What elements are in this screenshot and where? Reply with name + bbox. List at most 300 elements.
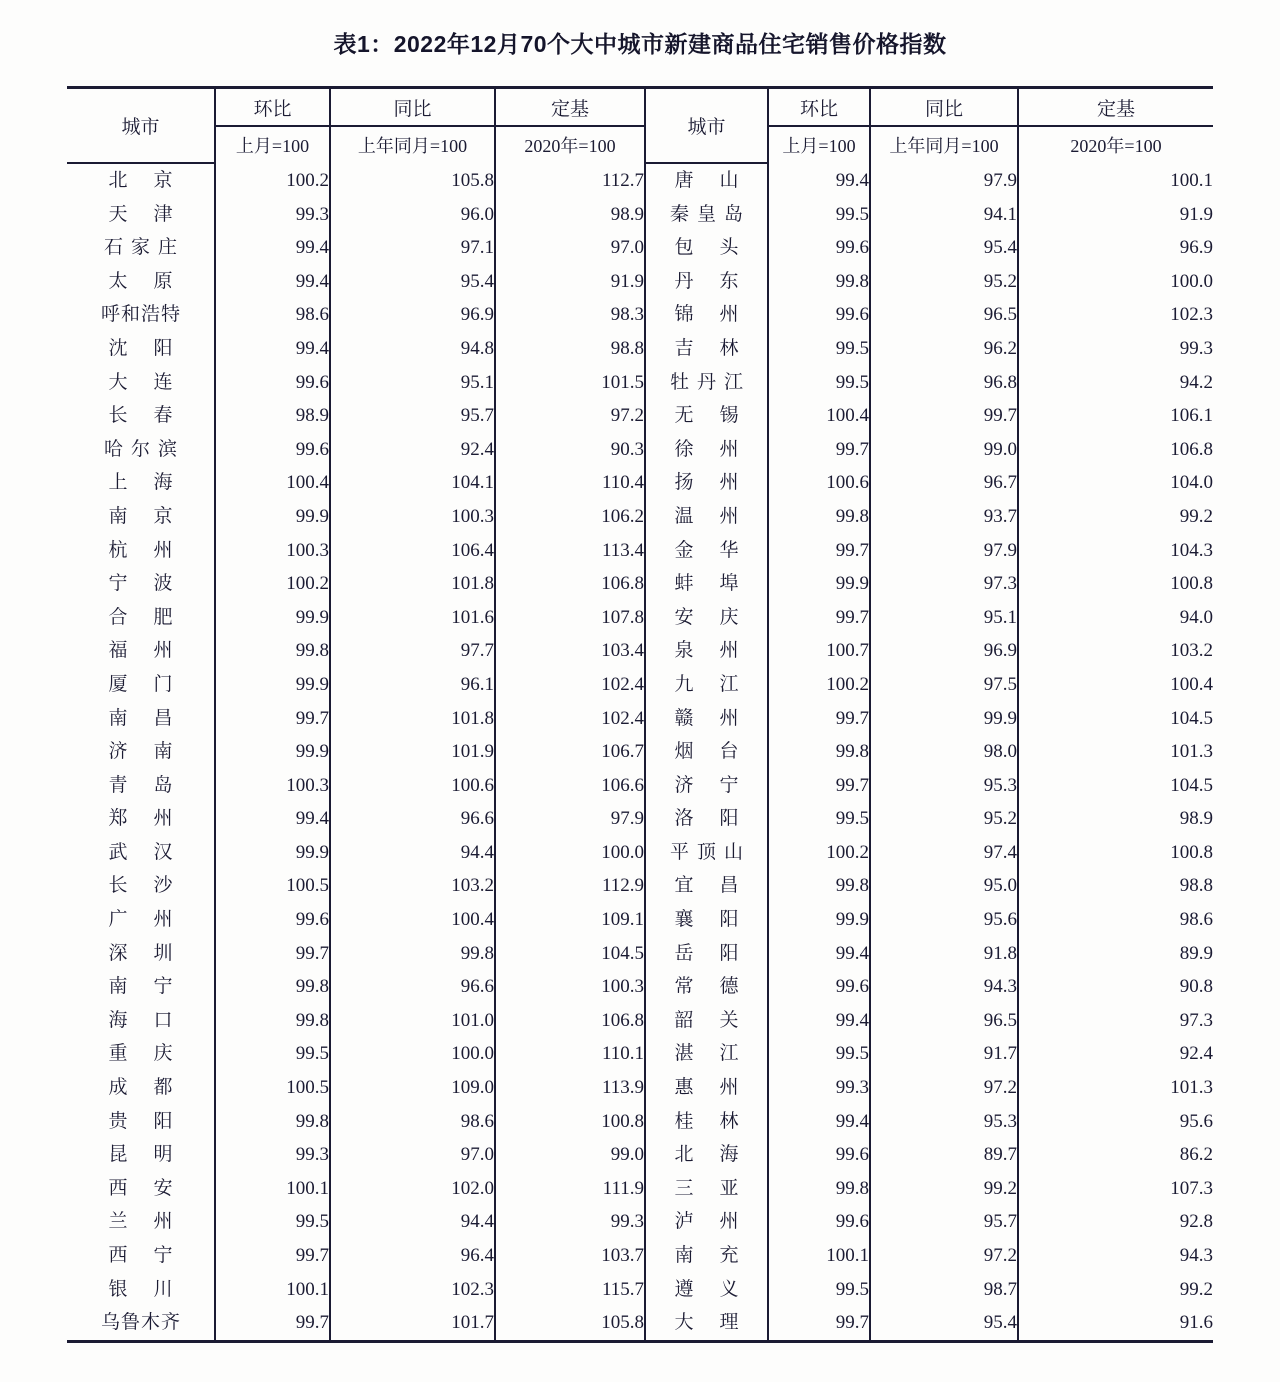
city-name-left: 沈阳	[108, 337, 199, 359]
value-mom-right: 100.2	[768, 668, 870, 702]
value-mom-left: 99.3	[215, 198, 330, 232]
table-row	[67, 1205, 1213, 1239]
value-base-left: 106.7	[495, 735, 645, 769]
value-base-right: 102.3	[1018, 298, 1213, 332]
value-yoy-left: 104.1	[330, 466, 495, 500]
table-bottom-border	[67, 1340, 1213, 1343]
city-name-left: 杭州	[108, 539, 199, 561]
value-base-right: 104.5	[1018, 702, 1213, 736]
city-name-left: 武汉	[108, 841, 199, 863]
value-base-right: 98.6	[1018, 903, 1213, 937]
value-mom-right: 99.7	[768, 534, 870, 568]
value-yoy-left: 102.3	[330, 1273, 495, 1307]
value-yoy-right: 95.7	[870, 1205, 1018, 1239]
city-name-right: 襄阳	[645, 903, 768, 937]
city-name-right: 济宁	[645, 769, 768, 803]
table-row	[67, 534, 1213, 568]
value-mom-right: 99.8	[768, 265, 870, 299]
city-name-left: 郑州	[108, 808, 199, 830]
value-mom-left: 99.5	[215, 1205, 330, 1239]
city-name-right: 常德	[645, 970, 768, 1004]
table-row	[67, 1037, 1213, 1071]
city-name-right: 洛阳	[645, 802, 768, 836]
city-name-left: 济南	[108, 741, 199, 763]
city-name-left: 广州	[108, 909, 199, 931]
value-yoy-right: 96.8	[870, 366, 1018, 400]
value-mom-right: 99.7	[768, 433, 870, 467]
table-row	[67, 332, 1213, 366]
city-name-right: 宜昌	[645, 869, 768, 903]
value-yoy-left: 98.6	[330, 1105, 495, 1139]
value-mom-right: 99.5	[768, 332, 870, 366]
value-yoy-right: 96.9	[870, 634, 1018, 668]
city-name-right: 唐山	[645, 163, 768, 198]
header-yoy-left: 同比	[330, 89, 495, 126]
city-name-right: 南充	[645, 1239, 768, 1273]
value-yoy-left: 101.9	[330, 735, 495, 769]
value-base-left: 106.8	[495, 567, 645, 601]
value-base-right: 90.8	[1018, 970, 1213, 1004]
value-mom-left: 100.3	[215, 769, 330, 803]
table-row	[67, 298, 1213, 332]
value-mom-left: 100.1	[215, 1172, 330, 1206]
value-base-left: 113.9	[495, 1071, 645, 1105]
table-row	[67, 163, 1213, 198]
value-yoy-left: 103.2	[330, 869, 495, 903]
value-mom-right: 99.6	[768, 1205, 870, 1239]
value-base-left: 102.4	[495, 668, 645, 702]
value-base-right: 99.3	[1018, 332, 1213, 366]
value-mom-right: 99.8	[768, 735, 870, 769]
value-yoy-right: 98.7	[870, 1273, 1018, 1307]
price-index-table-container	[67, 86, 1213, 1343]
value-mom-left: 100.3	[215, 534, 330, 568]
value-yoy-left: 96.6	[330, 970, 495, 1004]
value-yoy-left: 95.4	[330, 265, 495, 299]
value-base-left: 104.5	[495, 937, 645, 971]
header-yoy-basis-left: 上年同月=100	[330, 126, 495, 163]
table-row	[67, 769, 1213, 803]
city-name-left: 合肥	[108, 606, 199, 628]
value-mom-left: 99.7	[215, 1239, 330, 1273]
city-name-left: 青岛	[108, 774, 199, 796]
city-name-left: 长春	[108, 405, 199, 427]
value-mom-right: 99.4	[768, 1004, 870, 1038]
city-name-left: 南宁	[108, 976, 199, 998]
value-base-right: 106.1	[1018, 399, 1213, 433]
city-name-right: 泉州	[645, 634, 768, 668]
table-row	[67, 198, 1213, 232]
value-mom-left: 99.8	[215, 1004, 330, 1038]
city-name-left: 大连	[108, 371, 199, 393]
city-name-left: 厦门	[108, 673, 199, 695]
value-mom-left: 99.4	[215, 332, 330, 366]
value-base-right: 97.3	[1018, 1004, 1213, 1038]
value-yoy-left: 101.7	[330, 1306, 495, 1340]
table-row	[67, 735, 1213, 769]
value-yoy-left: 94.8	[330, 332, 495, 366]
value-base-right: 94.3	[1018, 1239, 1213, 1273]
city-name-right: 秦皇岛	[645, 198, 768, 232]
value-yoy-right: 99.9	[870, 702, 1018, 736]
value-mom-right: 99.6	[768, 970, 870, 1004]
value-mom-left: 99.4	[215, 802, 330, 836]
value-yoy-right: 96.2	[870, 332, 1018, 366]
table-row	[67, 1004, 1213, 1038]
value-mom-right: 100.2	[768, 836, 870, 870]
value-yoy-right: 95.4	[870, 1306, 1018, 1340]
table-row	[67, 903, 1213, 937]
value-base-left: 98.8	[495, 332, 645, 366]
city-name-left: 太原	[108, 270, 199, 292]
city-name-right: 赣州	[645, 702, 768, 736]
value-base-right: 91.9	[1018, 198, 1213, 232]
table-row	[67, 1138, 1213, 1172]
value-yoy-left: 95.1	[330, 366, 495, 400]
value-base-left: 110.4	[495, 466, 645, 500]
value-base-right: 103.2	[1018, 634, 1213, 668]
value-base-right: 98.8	[1018, 869, 1213, 903]
value-base-right: 94.2	[1018, 366, 1213, 400]
value-yoy-left: 100.3	[330, 500, 495, 534]
value-base-left: 90.3	[495, 433, 645, 467]
table-row	[67, 1306, 1213, 1340]
value-base-right: 100.0	[1018, 265, 1213, 299]
value-yoy-right: 93.7	[870, 500, 1018, 534]
value-yoy-left: 95.7	[330, 399, 495, 433]
value-base-right: 96.9	[1018, 231, 1213, 265]
value-mom-left: 99.7	[215, 702, 330, 736]
city-name-left: 贵阳	[108, 1110, 199, 1132]
value-yoy-right: 95.0	[870, 869, 1018, 903]
city-name-left: 南京	[108, 505, 199, 527]
city-name-right: 遵义	[645, 1273, 768, 1307]
table-row	[67, 634, 1213, 668]
value-base-left: 97.9	[495, 802, 645, 836]
header-base-left: 定基	[495, 89, 645, 126]
value-base-right: 104.5	[1018, 769, 1213, 803]
value-yoy-left: 97.0	[330, 1138, 495, 1172]
value-yoy-right: 97.9	[870, 163, 1018, 198]
value-base-right: 100.8	[1018, 836, 1213, 870]
city-name-right: 无锡	[645, 399, 768, 433]
city-name-left: 天津	[108, 203, 199, 225]
value-yoy-left: 92.4	[330, 433, 495, 467]
value-base-left: 105.8	[495, 1306, 645, 1340]
value-base-left: 106.6	[495, 769, 645, 803]
value-mom-right: 99.8	[768, 1172, 870, 1206]
value-base-left: 111.9	[495, 1172, 645, 1206]
value-yoy-left: 94.4	[330, 1205, 495, 1239]
value-mom-left: 100.4	[215, 466, 330, 500]
value-mom-right: 99.7	[768, 769, 870, 803]
value-mom-left: 99.5	[215, 1037, 330, 1071]
value-base-right: 99.2	[1018, 500, 1213, 534]
table-row	[67, 1273, 1213, 1307]
value-mom-left: 99.8	[215, 634, 330, 668]
value-mom-left: 99.7	[215, 937, 330, 971]
header-mom-basis-right: 上月=100	[768, 126, 870, 163]
value-yoy-right: 96.5	[870, 1004, 1018, 1038]
city-name-right: 温州	[645, 500, 768, 534]
header-row-bottom	[67, 126, 1213, 163]
city-name-left: 西宁	[108, 1245, 199, 1266]
value-mom-left: 99.9	[215, 668, 330, 702]
value-mom-left: 100.5	[215, 869, 330, 903]
value-yoy-right: 97.2	[870, 1071, 1018, 1105]
value-yoy-left: 99.8	[330, 937, 495, 971]
value-yoy-left: 96.0	[330, 198, 495, 232]
table-row	[67, 231, 1213, 265]
table-row	[67, 702, 1213, 736]
header-mom-right: 环比	[768, 89, 870, 126]
value-mom-left: 99.9	[215, 836, 330, 870]
value-yoy-right: 99.2	[870, 1172, 1018, 1206]
city-name-right: 泸州	[645, 1205, 768, 1239]
value-yoy-right: 96.7	[870, 466, 1018, 500]
city-name-right: 北海	[645, 1138, 768, 1172]
table-row	[67, 1239, 1213, 1273]
table-row	[67, 366, 1213, 400]
value-mom-left: 99.4	[215, 265, 330, 299]
table-row	[67, 802, 1213, 836]
value-base-right: 107.3	[1018, 1172, 1213, 1206]
value-mom-right: 100.6	[768, 466, 870, 500]
value-base-right: 104.0	[1018, 466, 1213, 500]
value-base-left: 102.4	[495, 702, 645, 736]
header-city-left: 城市	[67, 89, 215, 163]
value-mom-right: 100.4	[768, 399, 870, 433]
value-mom-right: 99.4	[768, 937, 870, 971]
value-mom-right: 99.7	[768, 1306, 870, 1340]
value-mom-left: 100.5	[215, 1071, 330, 1105]
city-name-right: 岳阳	[645, 937, 768, 971]
city-name-left: 宁波	[108, 573, 199, 595]
value-mom-right: 99.5	[768, 802, 870, 836]
value-base-left: 98.9	[495, 198, 645, 232]
table-row	[67, 265, 1213, 299]
value-mom-right: 99.4	[768, 163, 870, 198]
city-name-right: 大理	[645, 1306, 768, 1340]
city-name-left: 北京	[108, 170, 199, 191]
value-yoy-right: 99.7	[870, 399, 1018, 433]
value-mom-right: 100.7	[768, 634, 870, 668]
value-base-left: 110.1	[495, 1037, 645, 1071]
value-yoy-right: 94.3	[870, 970, 1018, 1004]
city-name-right: 牡丹江	[645, 366, 768, 400]
value-mom-left: 99.8	[215, 970, 330, 1004]
value-base-right: 101.3	[1018, 1071, 1213, 1105]
value-base-right: 100.8	[1018, 567, 1213, 601]
value-base-left: 103.7	[495, 1239, 645, 1273]
value-yoy-right: 97.9	[870, 534, 1018, 568]
value-base-right: 99.2	[1018, 1273, 1213, 1307]
value-base-left: 112.9	[495, 869, 645, 903]
value-yoy-right: 97.5	[870, 668, 1018, 702]
city-name-left: 哈尔滨	[103, 438, 185, 460]
table-row	[67, 937, 1213, 971]
value-yoy-right: 95.4	[870, 231, 1018, 265]
header-base-right: 定基	[1018, 89, 1213, 126]
city-name-left: 南昌	[108, 707, 199, 729]
value-yoy-left: 101.8	[330, 567, 495, 601]
city-name-right: 蚌埠	[645, 567, 768, 601]
value-yoy-left: 96.1	[330, 668, 495, 702]
value-mom-left: 99.8	[215, 1105, 330, 1139]
value-base-left: 103.4	[495, 634, 645, 668]
value-yoy-left: 97.1	[330, 231, 495, 265]
city-name-left: 福州	[108, 640, 199, 662]
table-row	[67, 433, 1213, 467]
header-row-top	[67, 89, 1213, 126]
value-mom-left: 100.2	[215, 163, 330, 198]
header-yoy-right: 同比	[870, 89, 1018, 126]
value-yoy-left: 109.0	[330, 1071, 495, 1105]
value-yoy-left: 100.4	[330, 903, 495, 937]
value-yoy-right: 89.7	[870, 1138, 1018, 1172]
city-name-right: 惠州	[645, 1071, 768, 1105]
table-row	[67, 500, 1213, 534]
city-name-left: 兰州	[108, 1211, 199, 1233]
city-name-right: 烟台	[645, 735, 768, 769]
value-base-left: 99.3	[495, 1205, 645, 1239]
table-row	[67, 869, 1213, 903]
value-mom-right: 99.5	[768, 198, 870, 232]
value-yoy-right: 97.4	[870, 836, 1018, 870]
value-mom-right: 99.5	[768, 366, 870, 400]
table-row	[67, 836, 1213, 870]
value-base-right: 98.9	[1018, 802, 1213, 836]
value-mom-left: 99.6	[215, 903, 330, 937]
city-name-right: 锦州	[645, 298, 768, 332]
value-mom-left: 100.1	[215, 1273, 330, 1307]
value-base-left: 100.3	[495, 970, 645, 1004]
city-name-left: 乌鲁木齐	[100, 1312, 181, 1334]
value-yoy-left: 94.4	[330, 836, 495, 870]
value-base-right: 86.2	[1018, 1138, 1213, 1172]
value-yoy-right: 91.8	[870, 937, 1018, 971]
header-base-basis-right: 2020年=100	[1018, 126, 1213, 163]
table-row	[67, 1071, 1213, 1105]
city-name-right: 丹东	[645, 265, 768, 299]
value-yoy-right: 95.6	[870, 903, 1018, 937]
table-row	[67, 970, 1213, 1004]
value-base-right: 92.4	[1018, 1037, 1213, 1071]
value-base-left: 106.2	[495, 500, 645, 534]
city-name-left: 重庆	[108, 1043, 199, 1065]
value-mom-right: 99.6	[768, 1138, 870, 1172]
value-mom-left: 99.7	[215, 1306, 330, 1340]
city-name-left: 深圳	[108, 942, 199, 964]
value-base-right: 92.8	[1018, 1205, 1213, 1239]
value-mom-right: 99.6	[768, 231, 870, 265]
city-name-right: 扬州	[645, 466, 768, 500]
table-row	[67, 601, 1213, 635]
value-yoy-left: 96.9	[330, 298, 495, 332]
value-base-right: 89.9	[1018, 937, 1213, 971]
header-base-basis-left: 2020年=100	[495, 126, 645, 163]
value-yoy-right: 94.1	[870, 198, 1018, 232]
value-yoy-right: 95.3	[870, 769, 1018, 803]
city-name-left: 石家庄	[103, 237, 185, 259]
city-name-left: 银川	[108, 1278, 199, 1300]
value-mom-right: 99.5	[768, 1273, 870, 1307]
city-name-right: 桂林	[645, 1105, 768, 1139]
city-name-right: 包头	[645, 231, 768, 265]
value-mom-right: 99.9	[768, 567, 870, 601]
value-mom-right: 99.5	[768, 1037, 870, 1071]
value-mom-left: 98.9	[215, 399, 330, 433]
city-name-left: 长沙	[108, 875, 199, 897]
city-name-right: 徐州	[645, 433, 768, 467]
table-row	[67, 399, 1213, 433]
city-name-right: 安庆	[645, 601, 768, 635]
table-header	[67, 89, 1213, 163]
value-base-right: 101.3	[1018, 735, 1213, 769]
value-yoy-right: 95.3	[870, 1105, 1018, 1139]
value-mom-left: 98.6	[215, 298, 330, 332]
value-yoy-left: 106.4	[330, 534, 495, 568]
value-yoy-right: 95.2	[870, 802, 1018, 836]
value-base-left: 106.8	[495, 1004, 645, 1038]
value-base-right: 100.4	[1018, 668, 1213, 702]
value-yoy-left: 101.8	[330, 702, 495, 736]
value-base-left: 115.7	[495, 1273, 645, 1307]
value-mom-right: 99.9	[768, 903, 870, 937]
page-title: 表1：2022年12月70个大中城市新建商品住宅销售价格指数	[333, 31, 947, 57]
price-index-table	[67, 89, 1213, 1340]
value-mom-right: 99.6	[768, 298, 870, 332]
value-base-left: 98.3	[495, 298, 645, 332]
value-yoy-left: 101.6	[330, 601, 495, 635]
value-mom-right: 99.4	[768, 1105, 870, 1139]
value-yoy-right: 95.2	[870, 265, 1018, 299]
value-mom-right: 99.8	[768, 869, 870, 903]
table-row	[67, 567, 1213, 601]
value-yoy-left: 96.6	[330, 802, 495, 836]
value-mom-right: 100.1	[768, 1239, 870, 1273]
value-base-right: 91.6	[1018, 1306, 1213, 1340]
table-row	[67, 1105, 1213, 1139]
city-name-right: 金华	[645, 534, 768, 568]
value-base-left: 112.7	[495, 163, 645, 198]
table-body	[67, 163, 1213, 1340]
value-mom-left: 99.6	[215, 433, 330, 467]
value-mom-left: 99.4	[215, 231, 330, 265]
value-mom-right: 99.7	[768, 601, 870, 635]
city-name-right: 九江	[645, 668, 768, 702]
city-name-right: 平顶山	[645, 836, 768, 870]
city-name-left: 西安	[108, 1177, 199, 1199]
value-yoy-right: 97.3	[870, 567, 1018, 601]
value-yoy-right: 97.2	[870, 1239, 1018, 1273]
value-base-right: 106.8	[1018, 433, 1213, 467]
table-row	[67, 668, 1213, 702]
value-yoy-left: 102.0	[330, 1172, 495, 1206]
header-city-right: 城市	[645, 89, 768, 163]
value-mom-right: 99.8	[768, 500, 870, 534]
value-base-left: 99.0	[495, 1138, 645, 1172]
value-base-right: 100.1	[1018, 163, 1213, 198]
city-name-left: 海口	[108, 1009, 199, 1031]
value-yoy-right: 95.1	[870, 601, 1018, 635]
city-name-left: 昆明	[108, 1144, 199, 1166]
value-mom-left: 99.9	[215, 500, 330, 534]
value-base-left: 109.1	[495, 903, 645, 937]
value-yoy-left: 105.8	[330, 163, 495, 198]
value-mom-left: 99.9	[215, 735, 330, 769]
value-mom-right: 99.7	[768, 702, 870, 736]
